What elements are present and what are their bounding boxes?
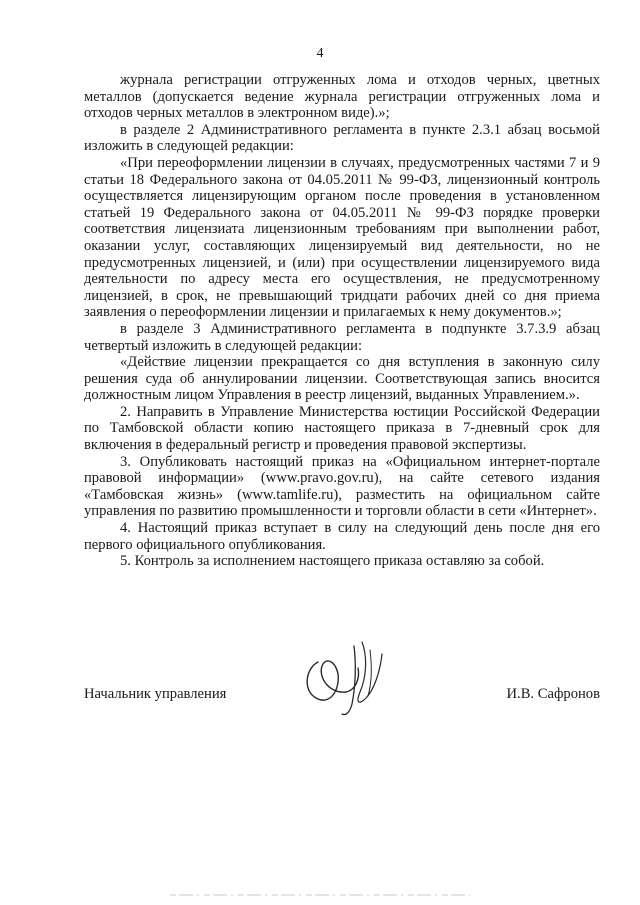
signature-block (84, 686, 600, 710)
paragraph-item-4: 4. Настоящий приказ вступает в силу на следующий день после дня его первого официального опубликования. (84, 520, 600, 553)
signatory-title: Начальник управления (84, 686, 227, 702)
paragraph-item-3: 3. Опубликовать настоящий приказ на «Официальном интернет-портале правовой информации» (www.pravo.gov.ru), на сайте сетевого издания «Тамбовская жизнь» (www.tamlife.ru), разместить на официальном сайте управления по развитию промышленности и торговли области в сети «Интернет». (84, 453, 600, 520)
paragraph-section-3-intro: в разделе 3 Административного регламента в подпункте 3.7.3.9 абзац четвертый изложить в следующей редакции: (84, 320, 600, 354)
paragraph-item-5: 5. Контроль за исполнением настоящего приказа оставляю за собой. (120, 553, 545, 570)
paragraph-item-2: 2. Направить в Управление Министерства юстиции Российской Федерации по Тамбовской области копию настоящего приказа в 7-дневный срок для включения в федеральный регистр и проведения правовой экспертизы. (84, 403, 600, 454)
paragraph-journal-continuation: журнала регистрации отгруженных лома и отходов черных, цветных металлов (допускается ведение журнала регистрации отгруженных лома и отходов черных металлов в электронном виде).»; (84, 72, 600, 122)
page-number: 4 (316, 46, 324, 61)
paragraph-section-2-intro: в разделе 2 Административного регламента в пункте 2.3.1 абзац восьмой изложить в следующей редакции: (84, 121, 600, 155)
document-body (84, 72, 600, 570)
paragraph-section-3-text: «Действие лицензии прекращается со дня вступления в законную силу решения суда об аннулировании лицензии. Соответствующая запись вносится должностным лицом Управления в реестр лицензий, выданных Управлением.». (84, 354, 600, 404)
paragraph-section-2-text: «При переоформлении лицензии в случаях, предусмотренных частями 7 и 9 статьи 18 Федерального закона от 04.05.2011 № 99-ФЗ, лицензионный контроль осуществляется лицензирующим органом после проведения в установленном статьей 19 Федерального закона от 04.05.2011 № 99-ФЗ порядке проверки соответствия лицензиата лицензионным требованиям при выполнении работ, оказании услуг, составляющих лицензируемый вид деятельности, но не предусмотренных лицензией, и (или) при осуществлении лицензируемого вида деятельности по адресу места его осуществления, не предусмотренному лицензией, в срок, не превышающий тридцати рабочих дней со дня приема заявления о переоформлении лицензии и прилагаемых к нему документов.»; (84, 154, 600, 321)
signatory-name: И.В. Сафронов (506, 686, 600, 702)
scan-artifact-line (170, 893, 470, 897)
